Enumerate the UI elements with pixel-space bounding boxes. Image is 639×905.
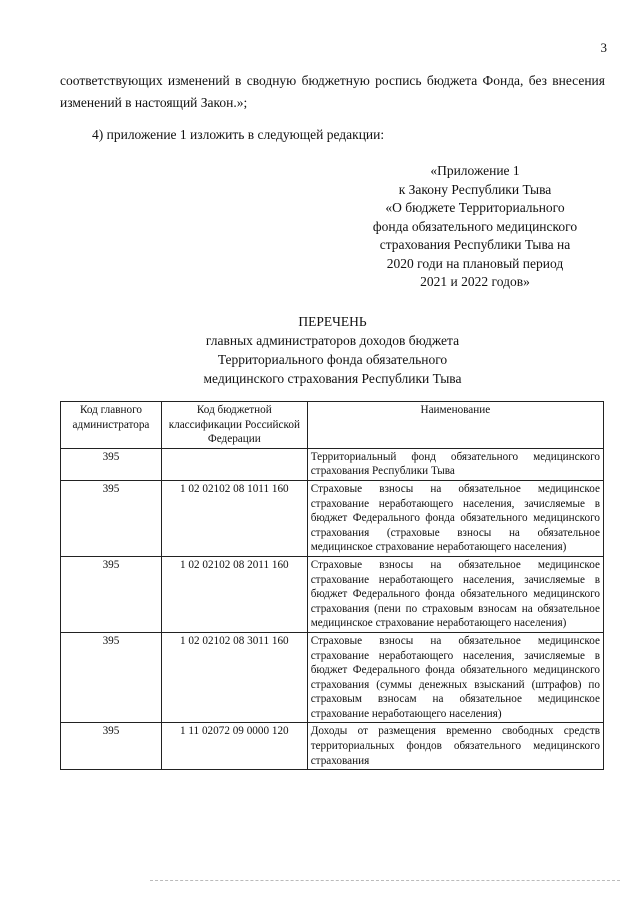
table-row <box>61 556 604 632</box>
cell-name: Страховые взносы на обязательное медицинское страхование неработающего населения, зачисляемые в бюджет Федерального фонда обязательного медицинского страхования (суммы денежных взысканий (штрафов) по страховым взносам на обязательное медицинское страхование неработающего населения) <box>307 632 603 723</box>
appendix-line: 2021 и 2022 годов» <box>420 274 530 289</box>
page-number: 3 <box>600 40 607 55</box>
title-line: ПЕРЕЧЕНЬ <box>298 314 367 329</box>
table-row <box>61 448 604 480</box>
document-title <box>60 312 605 388</box>
title-line: главных администраторов доходов бюджета <box>205 333 460 348</box>
cell-budget-code: 1 11 02072 09 0000 120 <box>161 723 307 770</box>
header-admin-code: Код главного администратора <box>61 402 162 449</box>
appendix-heading <box>330 162 620 292</box>
cell-budget-code: 1 02 02102 08 1011 160 <box>161 480 307 556</box>
cell-admin-code: 395 <box>61 723 162 770</box>
cell-admin-code: 395 <box>61 556 162 632</box>
table-row <box>61 480 604 556</box>
appendix-line: страхования Республики Тыва на <box>379 237 571 252</box>
header-budget-code: Код бюджетной классификации Российской Федерации <box>161 402 307 449</box>
header-name: Наименование <box>307 402 603 449</box>
scan-edge-divider <box>150 880 620 881</box>
table-row <box>61 723 604 770</box>
cell-budget-code: 1 02 02102 08 2011 160 <box>161 556 307 632</box>
title-line: Территориального фонда обязательного <box>217 352 448 367</box>
cell-name: Страховые взносы на обязательное медицинское страхование неработающего населения, зачисляемые в бюджет Федерального фонда обязательного медицинского страхования (пени по страховым взносам на обязательное медицинское страхование неработающего населения) <box>307 556 603 632</box>
cell-budget-code <box>161 448 307 480</box>
appendix-line: 2020 годи на плановый период <box>386 255 564 271</box>
cell-name: Территориальный фонд обязательного медицинского страхования Республики Тыва <box>307 448 603 480</box>
administrators-table <box>60 401 604 770</box>
title-line: медицинского страхования Республики Тыва <box>203 371 462 386</box>
appendix-line: «О бюджете Территориального <box>385 200 565 215</box>
appendix-line: фонда обязательного медицинского <box>372 218 578 234</box>
appendix-line: к Закону Республики Тыва <box>398 181 552 197</box>
cell-admin-code: 395 <box>61 480 162 556</box>
cell-name: Страховые взносы на обязательное медицинское страхование неработающего населения, зачисляемые в бюджет Федерального фонда обязательного медицинского страхования (страховые взносы на обязательное медицинское страхование неработающего населения) <box>307 480 603 556</box>
appendix-line: «Приложение 1 <box>430 163 520 178</box>
table-row <box>61 632 604 723</box>
cell-name: Доходы от размещения временно свободных средств территориальных фондов обязательного медицинского страхования <box>307 723 603 770</box>
cell-budget-code: 1 02 02102 08 3011 160 <box>161 632 307 723</box>
cell-admin-code: 395 <box>61 448 162 480</box>
paragraph-continuation: соответствующих изменений в сводную бюджетную роспись бюджета Фонда, без внесения изменений в настоящий Закон.»; <box>60 73 605 110</box>
paragraph-item-4: 4) приложение 1 изложить в следующей редакции: <box>92 127 385 142</box>
cell-admin-code: 395 <box>61 632 162 723</box>
table-header-row <box>61 402 604 449</box>
